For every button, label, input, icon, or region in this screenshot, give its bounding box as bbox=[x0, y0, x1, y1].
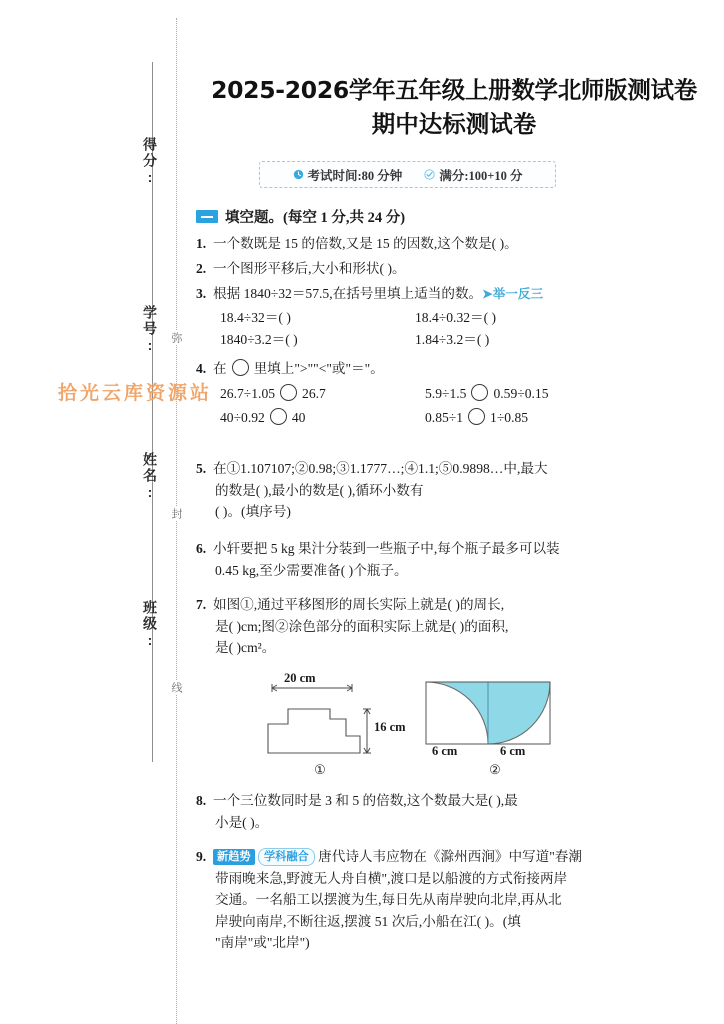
question-6-line-2: 0.45 kg,至少需要准备( )个瓶子。 bbox=[215, 562, 408, 578]
binding-sidebar bbox=[0, 0, 188, 1024]
question-9-line-2: 带雨晚来急,野渡无人舟自横",渡口是以船渡的方式衔接两岸 bbox=[215, 870, 568, 886]
question-8-line-1: 一个三位数同时是 3 和 5 的倍数,这个数最大是( ),最 bbox=[213, 793, 518, 808]
figure-2-quarter-circles bbox=[420, 676, 580, 767]
figure-1-side-label: 16 cm bbox=[374, 720, 406, 734]
section-header-fill-blank bbox=[196, 206, 716, 227]
question-6-line-1: 小轩要把 5 kg 果汁分装到一些瓶子中,每个瓶子最多可以装 bbox=[213, 541, 560, 556]
question-7-line-2: 是( )cm;图②涂色部分的面积实际上就是( )的面积, bbox=[215, 618, 509, 634]
seal-char-feng: 封 bbox=[170, 508, 182, 519]
question-2 bbox=[196, 258, 718, 280]
seal-dotted-line bbox=[176, 18, 177, 1024]
question-1-text: 一个数既是 15 的倍数,又是 15 的因数,这个数是( )。 bbox=[213, 236, 518, 251]
question-1-number: 1. bbox=[196, 236, 207, 251]
question-3-equation-row-2 bbox=[196, 329, 718, 351]
question-5-number: 5. bbox=[196, 461, 207, 476]
figure-1-staircase bbox=[250, 671, 406, 767]
badge-interdisciplinary: 学科融合 bbox=[258, 848, 315, 866]
equation-1a: 18.4÷32＝( ) bbox=[220, 309, 291, 325]
equation-2b: 1.84÷3.2＝( ) bbox=[415, 332, 490, 347]
compare-circle-3[interactable] bbox=[270, 408, 287, 425]
equation-1b: 18.4÷0.32＝( ) bbox=[415, 309, 497, 325]
sidebar-label-name: 姓名: bbox=[142, 452, 158, 502]
equation-2a: 1840÷3.2＝( ) bbox=[220, 332, 298, 347]
question-6 bbox=[196, 538, 718, 581]
clock-icon bbox=[293, 169, 304, 180]
paper-content bbox=[188, 0, 724, 1024]
question-4-compare-row-1 bbox=[196, 383, 718, 405]
question-3-number: 3. bbox=[196, 286, 207, 301]
question-2-number: 2. bbox=[196, 261, 207, 276]
question-3 bbox=[196, 283, 718, 351]
compare-2-left: 5.9÷1.5 bbox=[425, 385, 467, 401]
exam-info-box bbox=[259, 161, 556, 188]
question-3-equation-row-1 bbox=[196, 307, 718, 329]
exam-score-label: 满分:100+10 分 bbox=[439, 168, 523, 183]
figure-2-right-label: 6 cm bbox=[500, 744, 526, 758]
section-title: 填空题。(每空 1 分,共 24 分) bbox=[225, 210, 406, 226]
figure-2-caption: ② bbox=[489, 762, 501, 777]
compare-circle-2[interactable] bbox=[471, 384, 488, 401]
question-7-line-3: 是( )cm²。 bbox=[215, 640, 276, 655]
compare-2-right: 0.59÷0.15 bbox=[493, 385, 549, 401]
compare-3-right: 40 bbox=[291, 410, 306, 425]
question-9-line-3: 交通。一名船工以摆渡为生,每日先从南岸驶向北岸,再从北 bbox=[215, 892, 562, 907]
sidebar-label-student-id: 学号: bbox=[142, 305, 158, 355]
question-5-line-3: ( )。(填序号) bbox=[215, 504, 291, 519]
compare-1-left: 26.7÷1.05 bbox=[220, 385, 276, 401]
figure-1-top-label: 20 cm bbox=[284, 671, 316, 685]
question-7-line-1: 如图①,通过平移图形的周长实际上就是( )的周长, bbox=[213, 597, 505, 612]
question-8 bbox=[196, 790, 718, 833]
seal-char-mi: 弥 bbox=[170, 332, 182, 343]
question-9-number: 9. bbox=[196, 849, 207, 864]
question-9-line-1: 唐代诗人韦应物在《滁州西涧》中写道"春潮 bbox=[318, 849, 582, 864]
question-5-line-1: 在①1.107107;②0.98;③1.1777…;④1.1;⑤0.9898…中,最大 bbox=[213, 461, 548, 476]
sidebar-label-score: 得分: bbox=[142, 137, 158, 187]
compare-circle-icon bbox=[232, 359, 249, 376]
question-4-compare-row-2 bbox=[196, 407, 718, 429]
badge-new-trend: 新趋势 bbox=[213, 849, 255, 865]
watermark: 拾光云库资源站 bbox=[58, 382, 213, 404]
compare-4-left: 0.85÷1 bbox=[425, 410, 464, 425]
check-circle-icon bbox=[424, 169, 435, 180]
question-4-number: 4. bbox=[196, 361, 207, 376]
seal-char-xian: 线 bbox=[170, 682, 182, 693]
question-7-number: 7. bbox=[196, 597, 207, 612]
compare-3-left: 40÷0.92 bbox=[220, 410, 265, 425]
compare-3 bbox=[220, 407, 425, 429]
figure-1-caption: ① bbox=[314, 762, 326, 777]
question-1 bbox=[196, 233, 718, 255]
question-5 bbox=[196, 458, 718, 523]
question-2-text: 一个图形平移后,大小和形状( )。 bbox=[213, 261, 406, 276]
exam-time-label: 考试时间:80 分钟 bbox=[307, 168, 403, 183]
question-7 bbox=[196, 594, 718, 659]
compare-4-right: 1÷0.85 bbox=[490, 410, 529, 425]
compare-2 bbox=[425, 383, 549, 405]
sidebar-label-class: 班级: bbox=[142, 600, 158, 650]
question-3-hint-badge: ➤举一反三 bbox=[482, 287, 544, 301]
question-5-line-2: 的数是( ),最小的数是( ),循环小数有 bbox=[215, 482, 424, 498]
question-7-figures bbox=[250, 671, 650, 784]
question-3-text: 根据 1840÷32＝57.5,在括号里填上适当的数。 bbox=[213, 286, 483, 301]
question-9-line-5: "南岸"或"北岸") bbox=[215, 935, 310, 950]
figure-2-left-label: 6 cm bbox=[432, 744, 458, 758]
question-9-line-4: 岸驶向南岸,不断往返,摆渡 51 次后,小船在江( )。(填 bbox=[215, 913, 521, 929]
question-9 bbox=[196, 846, 718, 954]
compare-circle-1[interactable] bbox=[280, 384, 297, 401]
compare-1-right: 26.7 bbox=[302, 385, 326, 401]
compare-circle-4[interactable] bbox=[468, 408, 485, 425]
question-8-line-2: 小是( )。 bbox=[215, 814, 269, 830]
compare-4 bbox=[425, 407, 528, 429]
section-number-marker bbox=[196, 210, 218, 223]
page-subtitle: 期中达标测试卷 bbox=[371, 110, 537, 138]
question-6-number: 6. bbox=[196, 541, 207, 556]
compare-1 bbox=[220, 383, 425, 405]
question-8-number: 8. bbox=[196, 793, 207, 808]
question-4-text: 在 里填上">""<"或"＝"。 bbox=[213, 361, 384, 376]
page-title: 2025-2026学年五年级上册数学北师版测试卷 bbox=[211, 76, 697, 104]
exam-score bbox=[424, 166, 522, 184]
exam-time bbox=[293, 166, 403, 184]
question-4 bbox=[196, 358, 718, 429]
